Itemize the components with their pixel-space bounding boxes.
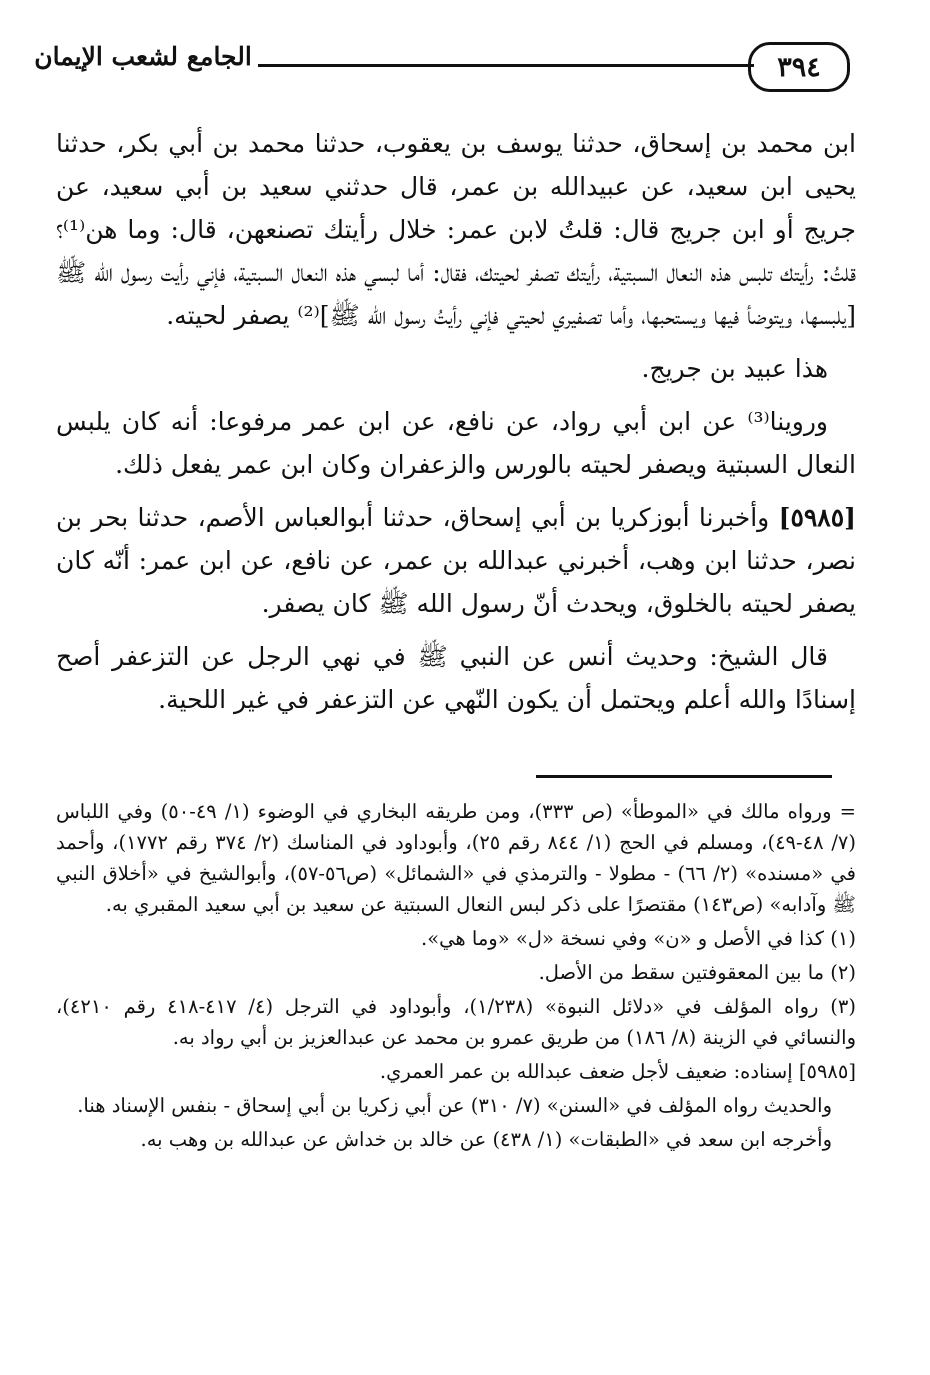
paragraph-3: وروينا⁽³⁾ عن ابن أبي رواد، عن نافع، عن ابن عمر مرفوعا: أنه كان يلبس النعال السبتية ويصفر لحيته بالورس والزعفران وكان ابن عمر يفعل ذلك. <box>56 407 856 479</box>
paragraph-5: قال الشيخ: وحديث أنس عن النبي ﷺ في نهي الرجل عن التزعفر أصح إسنادًا والله أعلم ويحتمل أن يكون النّهي عن التزعفر في غير اللحية. <box>56 642 856 714</box>
page-number-badge: ٣٩٤ <box>748 42 850 92</box>
paragraph-4 <box>56 496 856 625</box>
running-title: الجامع لشعب الإيمان <box>34 42 252 71</box>
paragraph-2: هذا عبيد بن جريج. <box>641 354 828 383</box>
footnote-hadith-note: [٥٩٨٥] إسناده: ضعيف لأجل ضعف عبدالله بن عمر العمري. <box>379 1060 856 1083</box>
paragraph-4-text: وأخبرنا أبوزكريا بن أبي إسحاق، حدثنا أبوالعباس الأصم، حدثنا بحر بن نصر، حدثنا ابن وهب، أخبرني عبدالله بن عمر، عن نافع، عن ابن عمر: أنّه كان يصفر لحيته بالخلوق، ويحدث أنّ رسول الله ﷺ كان يصفر. <box>56 503 856 618</box>
footnote-separator <box>536 775 832 778</box>
footnotes <box>56 796 856 1158</box>
main-text <box>56 122 856 731</box>
footnote-1: (١) كذا في الأصل و «ن» وفي نسخة «ل» «وما هي». <box>421 927 856 950</box>
footnote-note-3: وأخرجه ابن سعد في «الطبقات» (١/ ٤٣٨) عن خالد بن خداش عن عبدالله بن وهب به. <box>140 1128 832 1151</box>
hadith-number: [٥٩٨٥] <box>778 503 857 532</box>
paragraph-1: ابن محمد بن إسحاق، حدثنا يوسف بن يعقوب، حدثنا محمد بن أبي بكر، حدثنا يحيى ابن سعيد، عن عبيدالله بن عمر، قال حدثني سعيد بن أبي سعيد، عن جريج أو ابن جريج قال: قلتُ لابن عمر: خلال رأيتك تصنعهن، قال: وما هن⁽¹⁾؟ قلتُ: رأيتك تلبس هذه النعال السبتية، رأيتك تصفر لحيتك، فقال: أما لبسي هذه النعال السبتية، فإني رأيت رسول الله ﷺ [يلبسها، ويتوضأ فيها ويستحبها، وأما تصفيري لحيتي فإني رأيتُ رسول الله ﷺ]⁽²⁾ يصفر لحيته. <box>56 129 856 330</box>
footnote-3: (٣) رواه المؤلف في «دلائل النبوة» (١/٢٣٨)، وأبوداود في الترجل (٤/ ٤١٧-٤١٨ رقم ٤٢١٠)، والنسائي في الزينة (٨/ ١٨٦) من طريق عمرو بن محمد عن عبدالعزيز بن أبي رواد به. <box>56 995 856 1049</box>
page-header <box>30 36 850 98</box>
header-rule <box>258 64 754 67</box>
footnote-2: (٢) ما بين المعقوفتين سقط من الأصل. <box>538 961 856 984</box>
footnote-continuation: = ورواه مالك في «الموطأ» (ص ٣٣٣)، ومن طريقه البخاري في الوضوء (١/ ٤٩-٥٠) وفي اللباس (٧/ ٤٨-٤٩)، ومسلم في الحج (١/ ٨٤٤ رقم ٢٥)، وأبوداود في المناسك (٢/ ٣٧٤ رقم ١٧٧٢)، وأحمد في «مسنده» (٢/ ٦٦) - مطولا - والترمذي في «الشمائل» (ص٥٦-٥٧)، وأبوالشيخ في «أخلاق النبي ﷺ وآدابه» (ص١٤٣) مقتصرًا على ذكر لبس النعال السبتية عن سعيد بن أبي سعيد المقبري به. <box>56 800 856 916</box>
footnote-note-2: والحديث رواه المؤلف في «السنن» (٧/ ٣١٠) عن أبي زكريا بن أبي إسحاق - بنفس الإسناد هنا. <box>77 1094 832 1117</box>
